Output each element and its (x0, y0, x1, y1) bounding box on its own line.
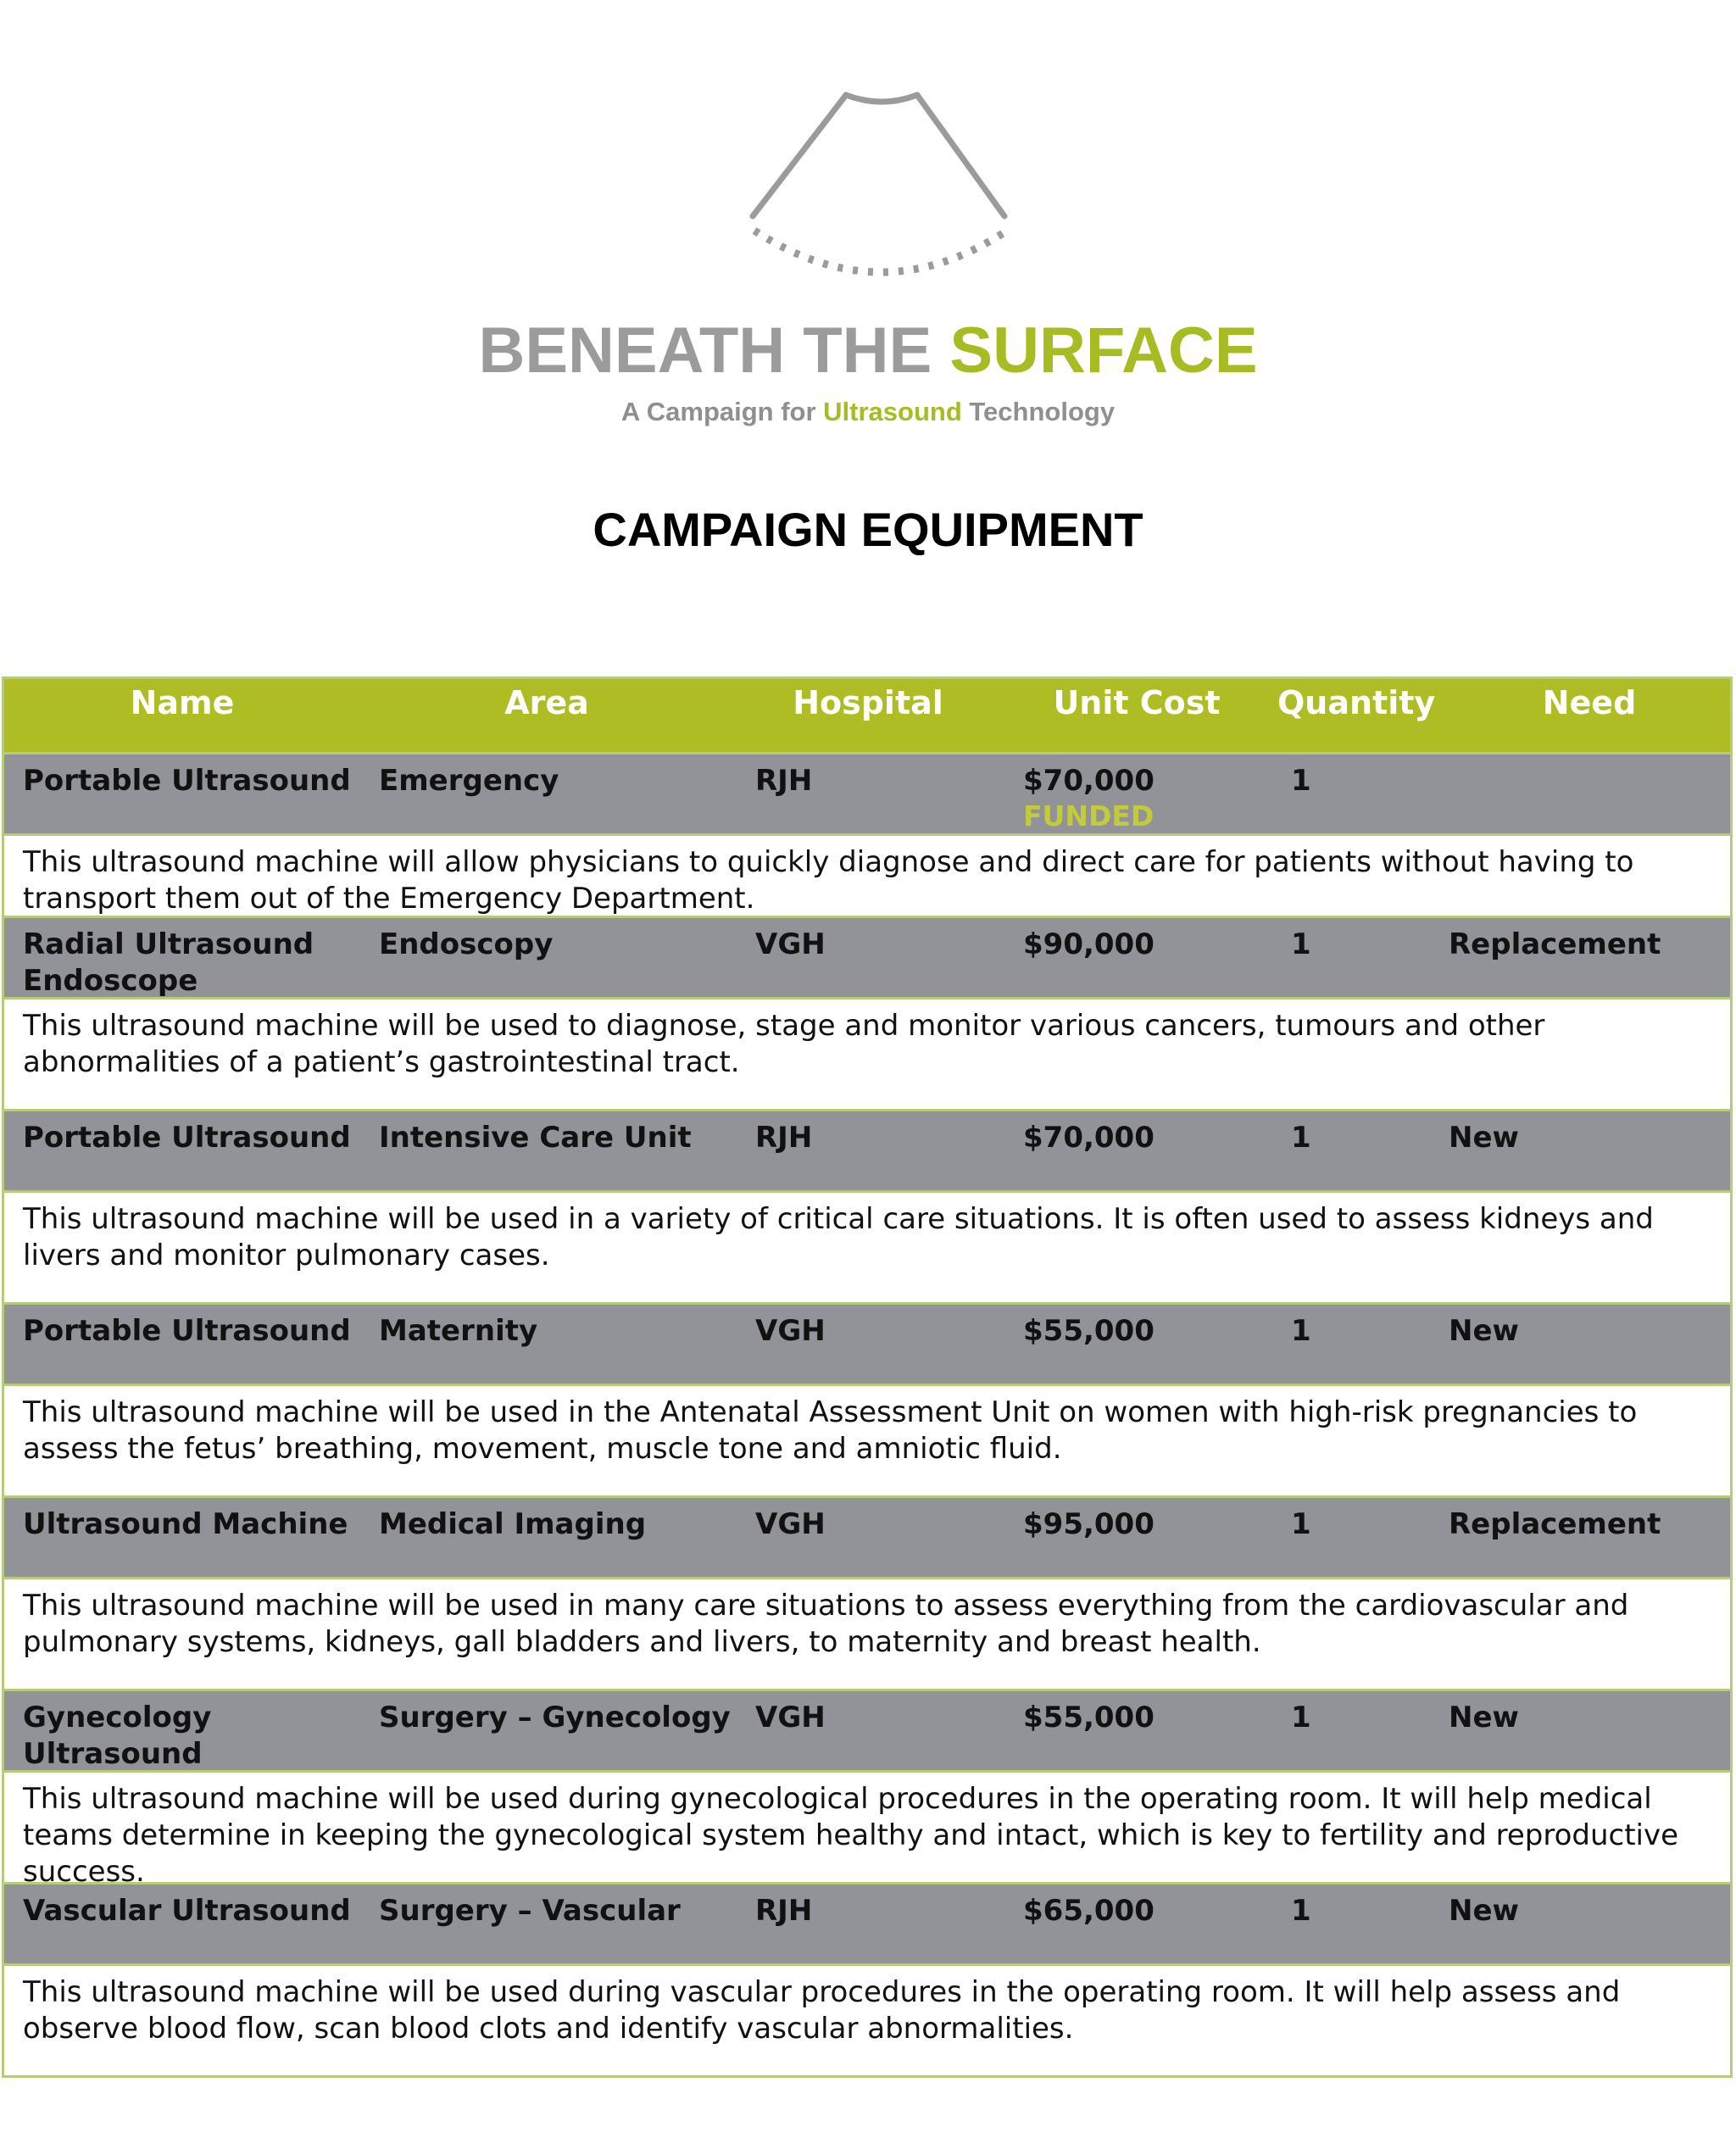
cell-quantity: 1 (1291, 1701, 1311, 1734)
cell-area: Medical Imaging (379, 1507, 647, 1541)
brand-part-1: BENEATH THE (478, 315, 932, 387)
ultrasound-beam-icon (746, 85, 1017, 288)
unit-cost-value: $70,000 (1023, 764, 1155, 798)
cell-name: Vascular Ultrasound (23, 1894, 351, 1928)
cell-name: Portable Ultrasound (23, 764, 351, 798)
header-quantity: Quantity (1277, 684, 1436, 721)
table-row (4, 1882, 1730, 1963)
cell-name: Gynecology Ultrasound (23, 1701, 212, 1771)
header-name: Name (130, 684, 235, 721)
cell-quantity: 1 (1291, 1894, 1311, 1928)
cell-quantity: 1 (1291, 1507, 1311, 1541)
logo (0, 0, 1736, 458)
header-unit-cost: Unit Cost (1053, 684, 1221, 721)
cell-hospital: VGH (755, 1314, 826, 1348)
tagline-part-3: Technology (969, 397, 1116, 426)
table-row (4, 1689, 1730, 1770)
brand-name (0, 314, 1736, 387)
row-description: This ultrasound machine will be used during gynecological procedures in the operating room. It will help medical teams determine in keeping the gynecological system healthy and intact, which is key to fertility and reproductive success. (4, 1770, 1730, 1882)
cell-quantity: 1 (1291, 927, 1311, 961)
cell-unit-cost: $90,000 (1023, 927, 1155, 961)
tagline (0, 397, 1736, 427)
row-description: This ultrasound machine will be used to diagnose, stage and monitor various cancers, tumours and other abnormalities of a patient’s gastrointestinal tract. (4, 997, 1730, 1109)
header-area: Area (504, 684, 589, 721)
cell-hospital: VGH (755, 927, 826, 961)
cell-name: Ultrasound Machine (23, 1507, 348, 1541)
cell-area: Surgery – Vascular (379, 1894, 681, 1928)
table-row (4, 1302, 1730, 1384)
cell-quantity: 1 (1291, 1121, 1311, 1155)
cell-need: Replacement (1449, 927, 1661, 961)
tagline-part-2: Ultrasound (823, 397, 962, 426)
cell-need: New (1449, 1121, 1519, 1155)
brand-part-2: SURFACE (949, 315, 1258, 387)
cell-area: Emergency (379, 764, 559, 798)
cell-unit-cost (1003, 754, 1271, 833)
table-row (4, 752, 1730, 833)
cell-name: Portable Ultrasound (23, 1121, 351, 1155)
cell-unit-cost: $65,000 (1023, 1894, 1155, 1928)
header-hospital: Hospital (793, 684, 943, 721)
row-description: This ultrasound machine will allow physicians to quickly diagnose and direct care for patients without having to transport them out of the Emergency Department. (4, 833, 1730, 916)
cell-unit-cost: $95,000 (1023, 1507, 1155, 1541)
funded-badge: FUNDED (1023, 799, 1155, 832)
cell-area: Endoscopy (379, 927, 554, 961)
row-description: This ultrasound machine will be used in a variety of critical care situations. It is often used to assess kidneys and livers and monitor pulmonary cases. (4, 1190, 1730, 1302)
table-row (4, 916, 1730, 997)
cell-hospital: VGH (755, 1507, 826, 1541)
cell-need: New (1449, 1894, 1519, 1928)
cell-need (1449, 754, 1730, 833)
equipment-table (2, 676, 1733, 2078)
cell-name: Radial Ultrasound Endoscope (23, 927, 314, 998)
cell-unit-cost: $55,000 (1023, 1314, 1155, 1348)
cell-hospital: RJH (755, 1121, 813, 1155)
cell-hospital: RJH (755, 764, 813, 798)
cell-need: Replacement (1449, 1507, 1661, 1541)
table-header (4, 679, 1730, 752)
cell-unit-cost: $55,000 (1023, 1701, 1155, 1734)
cell-area: Maternity (379, 1314, 538, 1348)
header-need: Need (1542, 684, 1637, 721)
cell-hospital: VGH (755, 1701, 826, 1734)
cell-need: New (1449, 1314, 1519, 1348)
cell-hospital: RJH (755, 1894, 813, 1928)
cell-unit-cost: $70,000 (1023, 1121, 1155, 1155)
tagline-part-1: A Campaign for (620, 397, 816, 426)
table-row (4, 1109, 1730, 1190)
table-row (4, 1495, 1730, 1577)
row-description: This ultrasound machine will be used in many care situations to assess everything from the cardiovascular and pulmonary systems, kidneys, gall bladders and livers, to maternity and breast health. (4, 1577, 1730, 1689)
cell-quantity: 1 (1291, 1314, 1311, 1348)
cell-area: Intensive Care Unit (379, 1121, 692, 1155)
cell-area: Surgery – Gynecology (379, 1701, 731, 1734)
cell-need: New (1449, 1701, 1519, 1734)
cell-quantity: 1 (1291, 764, 1311, 798)
row-description: This ultrasound machine will be used in the Antenatal Assessment Unit on women with high-risk pregnancies to assess the fetus’ breathing, movement, muscle tone and amniotic fluid. (4, 1384, 1730, 1495)
cell-name: Portable Ultrasound (23, 1314, 351, 1348)
page-title: CAMPAIGN EQUIPMENT (593, 503, 1143, 556)
row-description: This ultrasound machine will be used during vascular procedures in the operating room. It will help assess and observe blood flow, scan blood clots and identify vascular abnormalities. (4, 1963, 1730, 2075)
